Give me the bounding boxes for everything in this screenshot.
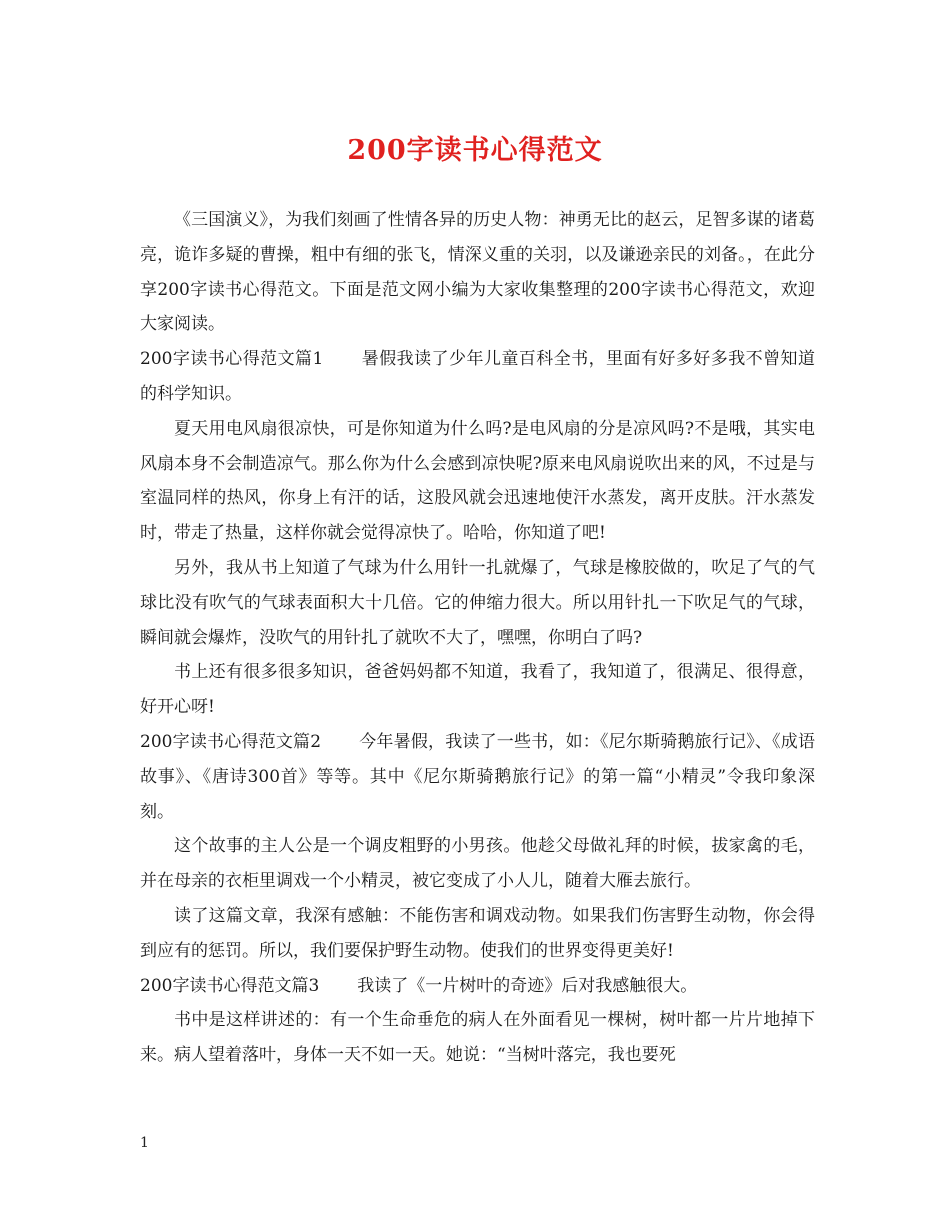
section-heading-2	[140, 725, 815, 829]
section-lead-3: 我读了《一片树叶的奇迹》后对我感触很大。	[357, 975, 698, 996]
paragraph-fan: 夏天用电风扇很凉快，可是你知道为什么吗?是电风扇的分是凉风吗?不是哦，其实电风扇本身不会制造凉气。那么你为什么会感到凉快呢?原来电风扇说吹出来的风，不过是与室温同样的热风，你身上有汗的话，这股风就会迅速地使汗水蒸发，离开皮肤。汗水蒸发时，带走了热量，这样你就会觉得凉快了。哈哈，你知道了吧!	[140, 418, 815, 544]
paragraph-leaf: 书中是这样讲述的：有一个生命垂危的病人在外面看见一棵树，树叶都一片片地掉下来。病人望着落叶，身体一天不如一天。她说：“当树叶落完，我也要死	[140, 1010, 815, 1066]
paragraph-story: 这个故事的主人公是一个调皮粗野的小男孩。他趁父母做礼拜的时候，拔家禽的毛，并在母亲的衣柜里调戏一个小精灵，被它变成了小人儿，随着大雁去旅行。	[140, 836, 815, 892]
document-title: 200字读书心得范文	[347, 135, 603, 166]
section-label-1: 200字读书心得范文篇1	[140, 349, 324, 370]
paragraph-intro: 《三国演义》，为我们刻画了性情各异的历史人物：神勇无比的赵云，足智多谋的诸葛亮，诡诈多疑的曹操，粗中有细的张飞，情深义重的关羽，以及谦逊亲民的刘备。，在此分享200字读书心得范文。下面是范文网小编为大家收集整理的200字读书心得范文，欢迎大家阅读。	[140, 210, 815, 335]
paragraph-balloon: 另外，我从书上知道了气球为什么用针一扎就爆了，气球是橡胶做的，吹足了气的气球比没有吹气的气球表面积大十几倍。它的伸缩力很大。所以用针扎一下吹足气的气球，瞬间就会爆炸，没吹气的用针扎了就吹不大了，嘿嘿，你明白了吗?	[140, 557, 815, 648]
section-label-2: 200字读书心得范文篇2	[140, 731, 322, 752]
paragraph-reflection: 读了这篇文章，我深有感触：不能伤害和调戏动物。如果我们伤害野生动物，你会得到应有的惩罚。所以，我们要保护野生动物。使我们的世界变得更美好!	[140, 905, 815, 961]
page-number: 1	[140, 1135, 149, 1151]
paragraph-knowledge: 书上还有很多很多知识，爸爸妈妈都不知道，我看了，我知道了，很满足、很得意，好开心呀!	[140, 662, 815, 718]
section-heading-3	[140, 969, 815, 1004]
document-body	[140, 203, 815, 1073]
section-heading-1	[140, 342, 815, 412]
section-lead-2: 今年暑假，我读了一些书，如：《尼尔斯骑鹅旅行记》、《成语故事》、《唐诗300首》等等。其中《尼尔斯骑鹅旅行记》的第一篇“小精灵”令我印象深刻。	[140, 731, 816, 822]
section-lead-1: 暑假我读了少年儿童百科全书，里面有好多好多我不曾知道的科学知识。	[140, 349, 815, 404]
section-label-3: 200字读书心得范文篇3	[140, 975, 320, 996]
